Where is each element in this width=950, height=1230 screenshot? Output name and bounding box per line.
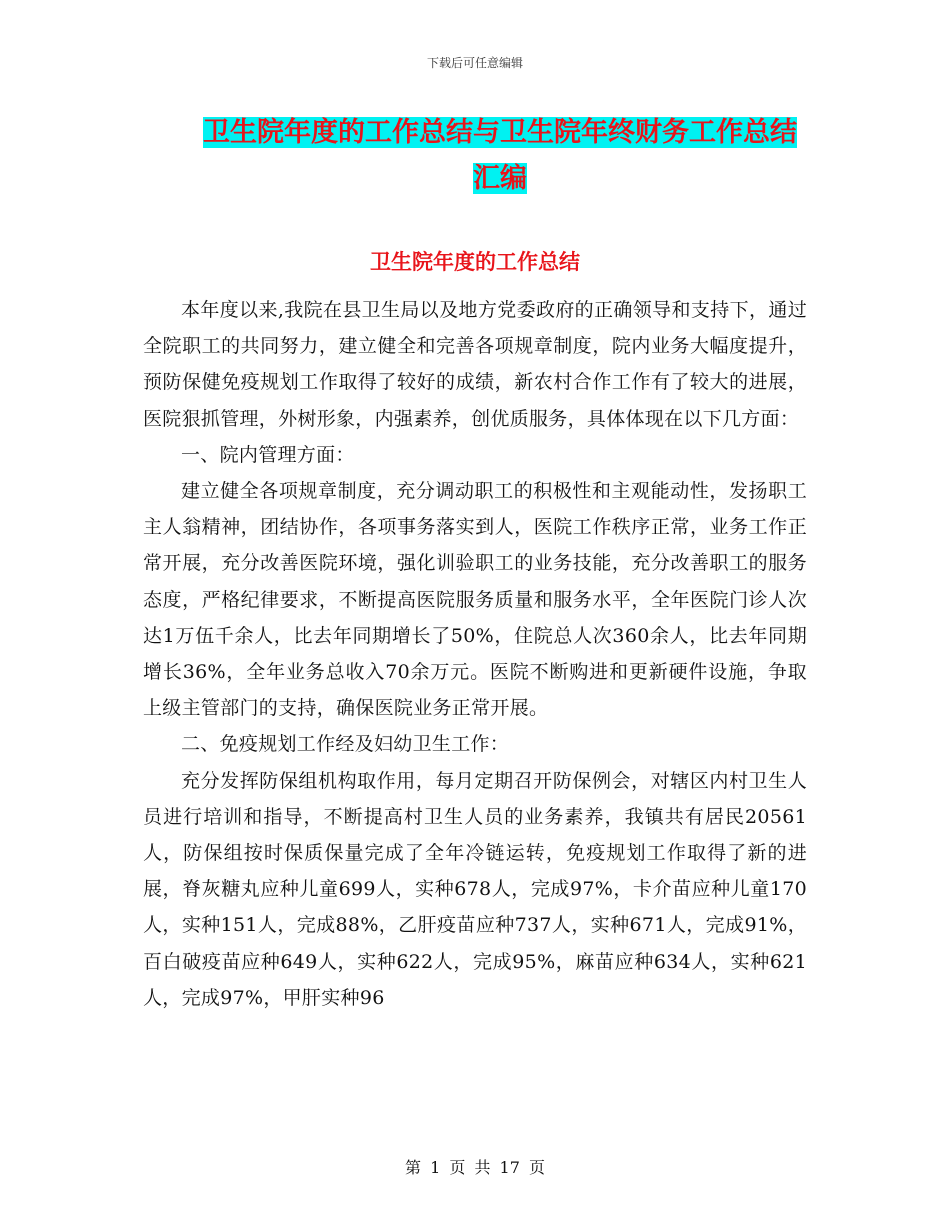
- page-header-note: 下载后可任意编辑: [426, 56, 523, 70]
- section-title: 卫生院年度的工作总结: [370, 249, 580, 274]
- paragraph-intro: 本年度以来,我院在县卫生局以及地方党委政府的正确领导和支持下，通过全院职工的共同努力，建立健全和完善各项规章制度，院内业务大幅度提升，预防保健免疫规划工作取得了较好的成绩，新农村合作工作有了较大的进展，医院狠抓管理，外树形象，内强素养，创优质服务，具体体现在以下几方面：: [143, 299, 807, 430]
- document-title: [190, 110, 810, 202]
- paragraph-management: 建立健全各项规章制度，充分调动职工的积极性和主观能动性，发扬职工主人翁精神，团结协作，各项事务落实到人，医院工作秩序正常，业务工作正常开展，充分改善医院环境，强化训验职工的业务技能，充分改善职工的服务态度，严格纪律要求，不断提高医院服务质量和服务水平，全年医院门诊人次达1万伍千余人，比去年同期增长了50%，住院总人次360余人，比去年同期增长36%，全年业务总收入70余万元。医院不断购进和更新硬件设施，争取上级主管部门的支持，确保医院业务正常开展。: [143, 480, 807, 720]
- paragraph-heading-management: 一、院内管理方面：: [181, 443, 355, 466]
- page-footer-number: 第 1 页 共 17 页: [405, 1158, 545, 1177]
- document-body: [143, 292, 807, 1016]
- document-title-text: 卫生院年度的工作总结与卫生院年终财务工作总结汇编: [203, 117, 797, 194]
- paragraph-immunization: 充分发挥防保组机构取作用，每月定期召开防保例会，对辖区内村卫生人员进行培训和指导，不断提高村卫生人员的业务素养，我镇共有居民20561人，防保组按时保质保量完成了全年冷链运转，免疫规划工作取得了新的进展，脊灰糖丸应种儿童699人，实种678人，完成97%，卡介苗应种儿童170人，实种151人，完成88%，乙肝疫苗应种737人，实种671人，完成91%，百白破疫苗应种649人，实种622人，完成95%，麻苗应种634人，实种621人，完成97%，甲肝实种96: [143, 769, 807, 1009]
- paragraph-heading-immunization: 二、免疫规划工作经及妇幼卫生工作：: [181, 733, 510, 756]
